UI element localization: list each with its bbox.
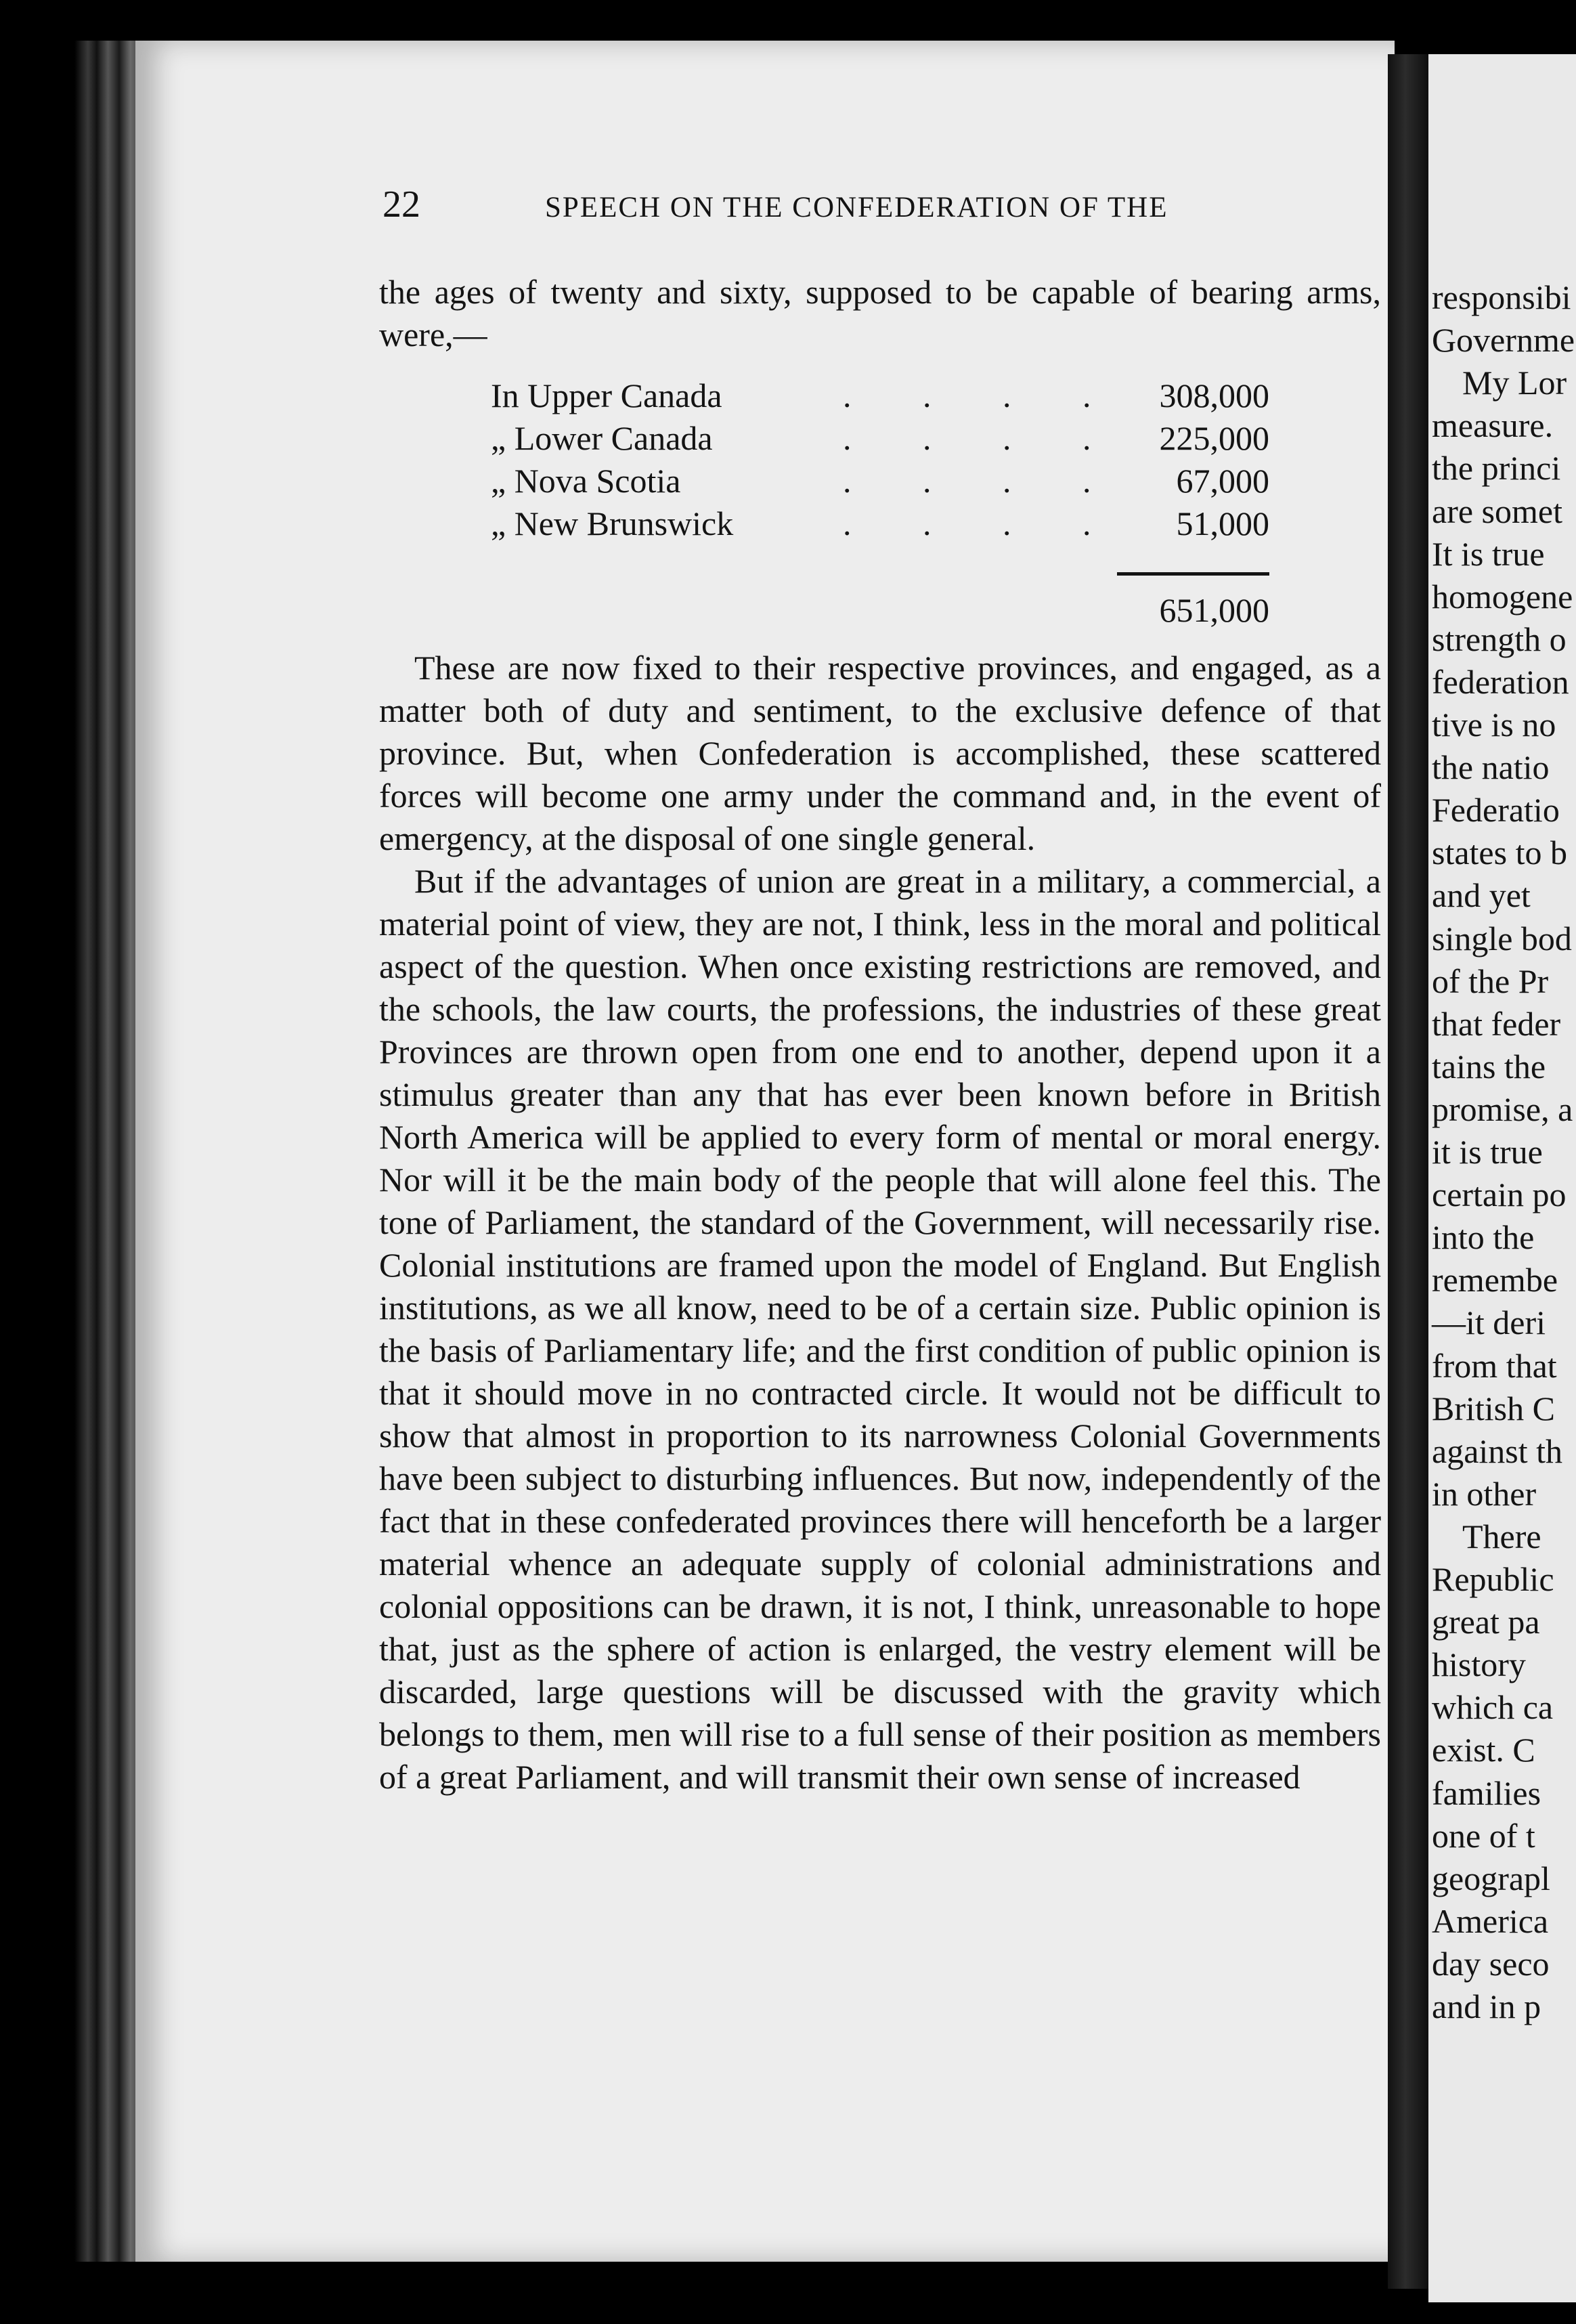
right-page-line: single bod (1432, 919, 1572, 957)
right-page-line: Governme (1432, 321, 1575, 360)
right-page-line: British C (1432, 1389, 1555, 1427)
right-page-line: promise, a (1432, 1090, 1573, 1128)
leader-dots: . . . . (843, 419, 1091, 457)
table-row-label: „ Lower Canada (491, 419, 713, 457)
right-page-line: —it deri (1432, 1304, 1546, 1342)
right-page-line: from that (1432, 1346, 1557, 1385)
table-row-label: In Upper Canada (491, 376, 722, 414)
table-total: 651,000 (1159, 591, 1269, 629)
right-page-line: responsibi (1432, 278, 1571, 316)
right-page-line: of the Pr (1432, 962, 1549, 1000)
right-page-line: measure. (1432, 406, 1554, 445)
right-page-line: Federatio (1432, 791, 1560, 830)
leader-dots: . . . . (843, 462, 1091, 500)
right-page-line: tains the (1432, 1047, 1546, 1085)
table-row-label: „ New Brunswick (491, 504, 734, 542)
table-row (491, 374, 1269, 417)
right-page-line: day seco (1432, 1944, 1550, 1983)
right-page-line: geograpl (1432, 1859, 1550, 1897)
page-number: 22 (382, 184, 420, 225)
book-gutter (1388, 54, 1432, 2289)
right-page-line: and in p (1432, 1987, 1541, 2025)
right-page-line: one of t (1432, 1816, 1535, 1855)
right-page-line: the natio (1432, 748, 1550, 787)
total-rule (1117, 572, 1269, 576)
table-row-value: 225,000 (1159, 419, 1269, 457)
right-page-line: in other (1432, 1474, 1537, 1513)
paragraph: But if the advantages of union are great in a military, a commercial, a material point of view, they are not, I think, less in the moral and political aspect of the question. When once existing restrictions are removed, and the schools, the law courts, the professions, the industries of these great Provinces are thrown open from one end to another, depend upon it a stimulus greater than any that has ever been known before in British North America will be applied to every form of mental or moral energy. Nor will it be the main body of the people that will alone feel this. The tone of Parliament, the standard of the Government, will necessarily rise. Colonial institutions are framed upon the model of England. But English institutions, as we all know, need to be of a certain size. Public opinion is the basis of Parliamentary life; and the first condition of public opinion is that it should move in no contracted circle. It would not be difficult to show that almost in proportion to its narrowness Colonial Governments have been subject to disturbing influences. But now, independently of the fact that in these confederated provinces there will henceforth be a larger material whence an adequate supply of colonial administrations and colonial oppositions can be drawn, it is not, I think, unreasonable to hope that, just as the sphere of action is enlarged, the vestry element will be discarded, large questions will be discussed with the gravity which belongs to them, men will rise to a full sense of their position as members of a great Parliament, and will transmit their own sense of increased (379, 862, 1381, 1796)
right-page-line: certain po (1432, 1176, 1567, 1214)
right-page-line: are somet (1432, 492, 1562, 530)
right-page-line: into the (1432, 1218, 1535, 1257)
right-page-line: families (1432, 1773, 1541, 1812)
right-page-line: the princi (1432, 449, 1561, 488)
table-row-value: 67,000 (1176, 462, 1269, 500)
right-page-line: strength o (1432, 620, 1567, 658)
leader-dots: . . . . (843, 376, 1091, 414)
right-page-line: great pa (1432, 1603, 1540, 1641)
right-page-line: it is true (1432, 1133, 1543, 1171)
table-row (491, 460, 1269, 502)
main-paragraphs (379, 647, 1381, 1799)
right-page-line: Republic (1432, 1560, 1554, 1598)
page-header (382, 183, 1384, 230)
right-page-line: There (1462, 1517, 1541, 1555)
right-page-line: It is true (1432, 534, 1545, 573)
table-row (491, 417, 1269, 460)
running-head: SPEECH ON THE CONFEDERATION OF THE (545, 192, 1168, 223)
table-row (491, 502, 1269, 545)
table-row-value: 51,000 (1176, 504, 1269, 542)
right-page-line: against th (1432, 1432, 1563, 1470)
table-row-label: „ Nova Scotia (491, 462, 681, 500)
right-page-line: states to b (1432, 834, 1567, 872)
right-page-line: America (1432, 1901, 1549, 1940)
right-page-line: federation (1432, 662, 1569, 701)
right-page-line: exist. C (1432, 1731, 1535, 1769)
right-page-line: My Lor (1462, 364, 1567, 402)
right-page-line: that feder (1432, 1004, 1561, 1043)
leader-dots: . . . . (843, 504, 1091, 542)
table-row-value: 308,000 (1159, 376, 1269, 414)
right-page-line: and yet (1432, 876, 1531, 915)
right-page-line: tive is no (1432, 706, 1556, 744)
right-page-line: which ca (1432, 1688, 1554, 1727)
right-page-line: remembe (1432, 1261, 1558, 1299)
paragraph: These are now fixed to their respective provinces, and engaged, as a matter both of duty and sentiment, to the exclusive defence of that province. But, when Confederation is accomplished, these scattered forces will become one army under the command and, in the event of emergency, at the disposal of one single general. (379, 649, 1381, 857)
right-page-line: homogene (1432, 577, 1573, 616)
intro-paragraph: the ages of twenty and sixty, supposed to be capable of bearing arms, were,— (379, 273, 1381, 353)
body-text (379, 271, 1381, 356)
right-page-line: history (1432, 1645, 1526, 1684)
